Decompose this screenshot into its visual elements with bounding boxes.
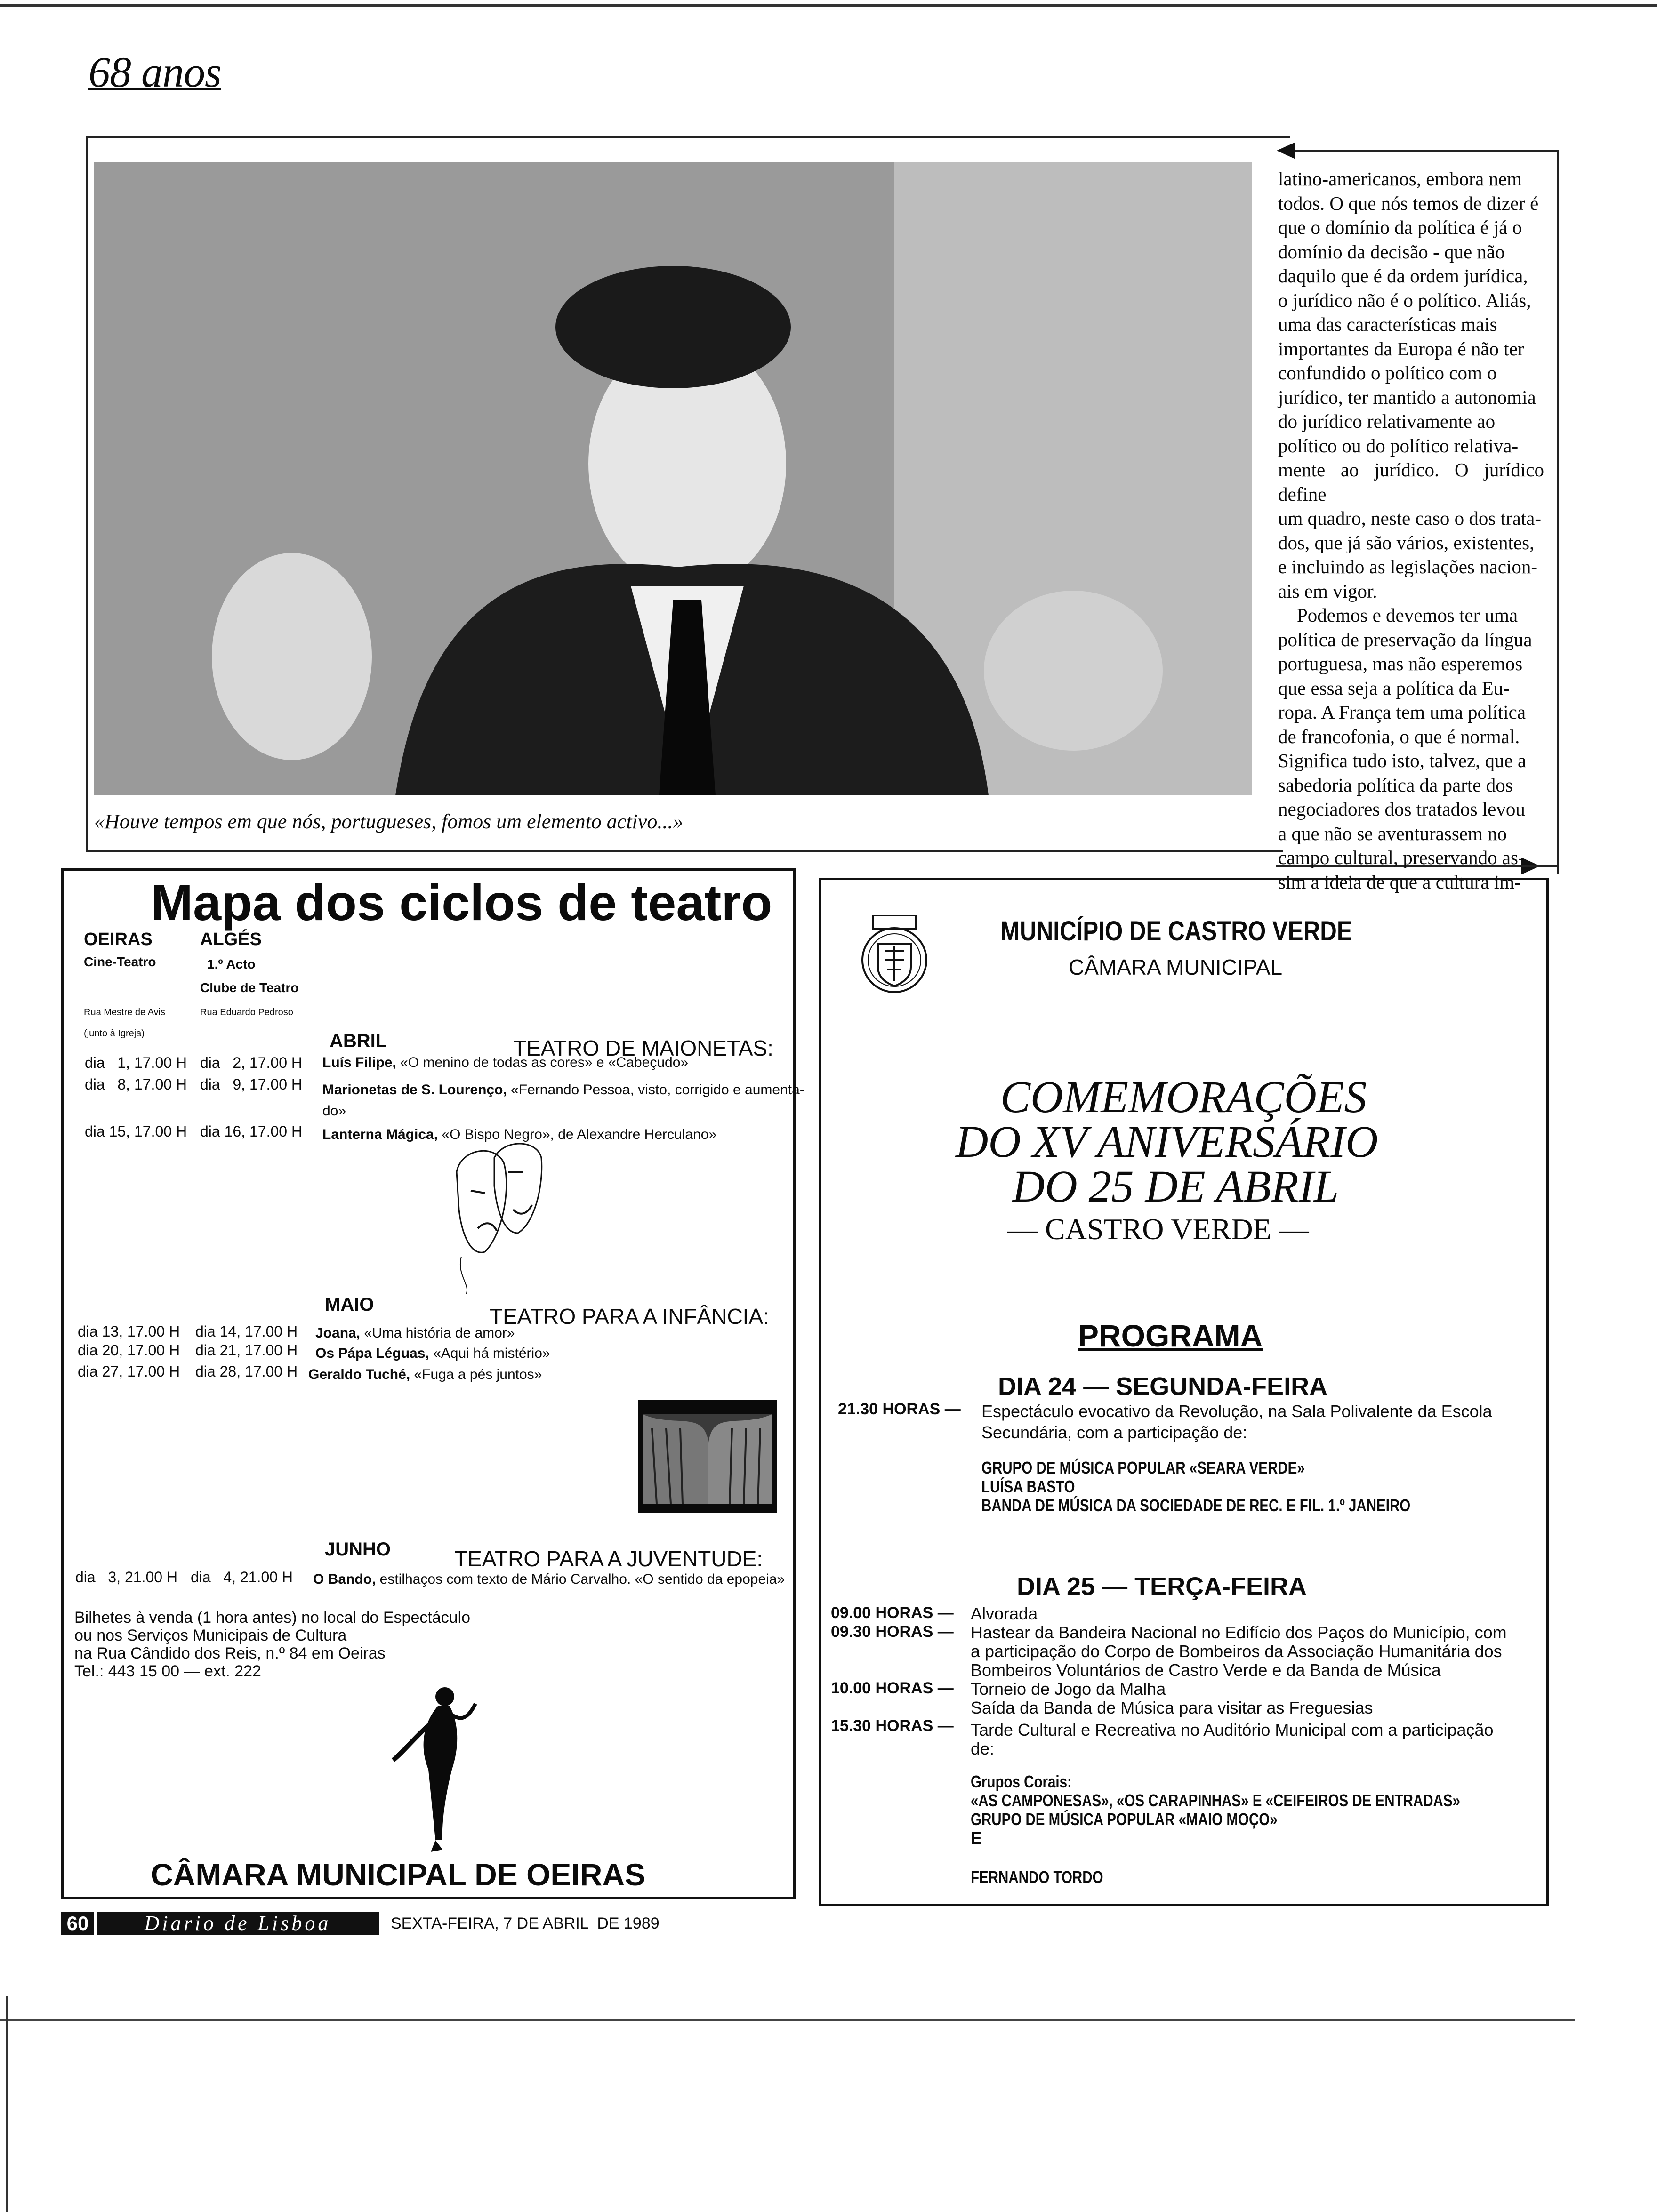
day25-line-6-text: Saída da Banda de Música para visitar as Freguesias — [971, 1698, 1373, 1717]
venue-alges-name: ALGÉS — [200, 930, 262, 949]
junho-row-1-desc: estilhaços com texto de Mário Carvalho. «O sentido da epopeia» — [376, 1571, 785, 1587]
article-line: confundido o político com o — [1278, 362, 1497, 384]
day24-group-1: GRUPO DE MÚSICA POPULAR «SEARA VERDE» — [981, 1458, 1305, 1477]
stage-curtain-illustration — [638, 1400, 777, 1513]
junho-row-1-name: O Bando, — [313, 1571, 376, 1587]
maio-genre: TEATRO PARA A INFÂNCIA: — [490, 1304, 769, 1329]
article-line: importantes da Europa é não ter — [1278, 337, 1524, 360]
dancer-illustration — [391, 1685, 494, 1854]
tickets-line-4: Tel.: 443 15 00 — ext. 222 — [74, 1662, 261, 1680]
maio-row-2 — [315, 1344, 550, 1363]
bottom-edge-line — [0, 2019, 1575, 2021]
day25-line-2-time: 09.30 HORAS — — [831, 1623, 954, 1641]
maio-row-2-d2: dia 21, 17.00 H — [195, 1342, 298, 1359]
article-line: de francofonia, o que é normal. — [1278, 725, 1520, 747]
article-line: portuguesa, mas não esperemos — [1278, 653, 1523, 674]
article-line: campo cultural, preservando as- — [1278, 847, 1525, 868]
abril-row-2-d2: dia 9, 17.00 H — [200, 1076, 303, 1093]
venue-oeiras-sub: Cine-Teatro — [84, 954, 156, 969]
day25-line-1-time: 09.00 HORAS — — [831, 1604, 954, 1622]
article-line: ropa. A França tem uma política — [1278, 701, 1526, 723]
chamber-name: CÂMARA MUNICIPAL — [1069, 955, 1283, 979]
junho-row-1-d1: dia 3, 21.00 H — [75, 1569, 178, 1586]
article-line: um quadro, neste caso o dos trata- — [1278, 507, 1542, 529]
article-line: jurídico, ter mantido a autonomia — [1278, 386, 1536, 408]
article-line: uma das características mais — [1278, 313, 1497, 335]
abril-row-2-name: Marionetas de S. Lourenço, — [322, 1082, 507, 1098]
abril-month: ABRIL — [330, 1031, 387, 1051]
abril-row-4-d1: dia 15, 17.00 H — [85, 1123, 187, 1140]
article-line: sim a ideia de que a cultura im- — [1278, 871, 1521, 893]
article-line: dos, que já são vários, existentes, — [1278, 531, 1535, 553]
venue-alges-addr1: Rua Eduardo Pedroso — [200, 1007, 293, 1018]
abril-row-1-name: Luís Filipe, — [322, 1055, 396, 1070]
top-edge-line — [0, 4, 1657, 7]
maio-row-1-name: Joana, — [315, 1325, 361, 1341]
portrait-photo — [94, 162, 1252, 795]
article-line: latino-americanos, embora nem — [1278, 168, 1522, 190]
maio-row-3-desc: «Fuga a pés juntos» — [410, 1367, 542, 1382]
junho-row-1-d2: dia 4, 21.00 H — [191, 1569, 293, 1586]
newspaper-masthead: Diario de Lisboa — [97, 1912, 379, 1935]
tickets-line-1: Bilhetes à venda (1 hora antes) no local do Espectáculo — [74, 1609, 471, 1627]
article-line: do jurídico relativamente ao — [1278, 410, 1496, 432]
photo-caption: «Houve tempos em que nós, portugueses, fomos um elemento activo...» — [94, 810, 684, 833]
article-line: que o domínio da política é já o — [1278, 216, 1522, 238]
mask-left — [457, 1151, 507, 1252]
day24-group-2: LUÍSA BASTO — [981, 1477, 1075, 1496]
maio-row-2-desc: «Aqui há mistério» — [429, 1346, 550, 1361]
day25-line-7-text: Tarde Cultural e Recreativa no Auditório Municipal com a participação — [971, 1720, 1494, 1739]
tickets-line-2: ou nos Serviços Municipais de Cultura — [74, 1627, 347, 1644]
article-line: Significa tudo isto, talvez, que a — [1278, 750, 1527, 771]
venue-oeiras-addr1: Rua Mestre de Avis — [84, 1007, 166, 1018]
article-line: Podemos e devemos ter uma — [1297, 604, 1518, 626]
maio-row-2-name: Os Pápa Léguas, — [315, 1346, 429, 1361]
venue-oeiras-addr2: (junto à Igreja) — [84, 1028, 145, 1039]
article-line: negociadores dos tratados levou — [1278, 798, 1525, 820]
day25-line-3-text: a participação do Corpo de Bombeiros da Associação Humanitária dos — [971, 1642, 1502, 1661]
abril-row-1-d2: dia 2, 17.00 H — [200, 1054, 303, 1071]
day25-line-4-text: Bombeiros Voluntários de Castro Verde e da Banda de Música — [971, 1660, 1441, 1680]
junho-month: JUNHO — [325, 1539, 391, 1560]
day24-desc-2: Secundária, com a participação de: — [981, 1423, 1247, 1442]
article-line: e incluindo as legislações nacion- — [1278, 556, 1538, 577]
article-line: todos. O que nós temos de dizer é — [1278, 192, 1539, 214]
abril-row-2-d1: dia 8, 17.00 H — [85, 1076, 187, 1093]
article-frame-right — [1557, 150, 1559, 874]
arrow-left-icon — [1277, 142, 1295, 159]
day25-group-1: Grupos Corais: — [971, 1772, 1072, 1791]
left-edge-line — [6, 1996, 8, 2212]
day25-group-2: «AS CAMPONESAS», «OS CARAPINHAS» E «CEIFEIROS DE ENTRADAS» — [971, 1791, 1460, 1810]
day25-line-2-text: Hastear da Bandeira Nacional no Edifício dos Paços do Município, com — [971, 1623, 1507, 1642]
abril-row-1 — [322, 1053, 688, 1073]
mask-ribbon — [460, 1257, 467, 1294]
portrait-illustration — [94, 162, 1252, 795]
day24-title: DIA 24 — SEGUNDA-FEIRA — [998, 1372, 1328, 1401]
maio-row-1-d1: dia 13, 17.00 H — [78, 1323, 180, 1340]
oeiras-ad-title: Mapa dos ciclos de teatro — [151, 874, 772, 931]
article-line: sabedoria política da parte dos — [1278, 774, 1513, 796]
maio-row-3-d1: dia 27, 17.00 H — [78, 1363, 180, 1380]
maio-row-3-name: Geraldo Tuché, — [308, 1367, 410, 1382]
headline-line-1: COMEMORAÇÕES — [1000, 1072, 1367, 1122]
article-line: que essa seja a política da Eu- — [1278, 677, 1510, 699]
abril-row-2-desc: «Fernando Pessoa, visto, corrigido e aumenta- — [507, 1082, 804, 1098]
article-line: a que não se aventurassem no — [1278, 822, 1507, 844]
day25-group-3: GRUPO DE MÚSICA POPULAR «MAIO MOÇO» — [971, 1810, 1278, 1829]
oeiras-footer: CÂMARA MUNICIPAL DE OEIRAS — [151, 1857, 646, 1892]
headline-line-3: DO 25 DE ABRIL — [1012, 1161, 1339, 1211]
maio-row-3-d2: dia 28, 17.00 H — [195, 1363, 298, 1380]
issue-date: SEXTA-FEIRA, 7 DE ABRIL DE 1989 — [391, 1915, 660, 1932]
castro-verde-crest-icon — [857, 915, 932, 998]
abril-row-4-desc: «O Bispo Negro», de Alexandre Herculano» — [438, 1127, 717, 1142]
article-line: o jurídico não é o político. Aliás, — [1278, 289, 1531, 311]
day24-group-3: BANDA DE MÚSICA DA SOCIEDADE DE REC. E FIL. 1.º JANEIRO — [981, 1496, 1411, 1515]
abril-row-4-d2: dia 16, 17.00 H — [200, 1123, 303, 1140]
mask-mouth — [478, 1205, 532, 1231]
article-frame-right-top — [1290, 150, 1558, 152]
day24-desc-1: Espectáculo evocativo da Revolução, na Sala Polivalente da Escola — [981, 1402, 1492, 1421]
article-frame-bottom — [87, 850, 1283, 852]
day25-line-8-text: de: — [971, 1739, 995, 1758]
day25-group-5: FERNANDO TORDO — [971, 1867, 1103, 1887]
abril-row-2 — [322, 1080, 804, 1100]
headline-line-2: DO XV ANIVERSÁRIO — [956, 1116, 1378, 1167]
article-frame-top — [87, 136, 1290, 138]
tickets-line-3: na Rua Cândido dos Reis, n.º 84 em Oeiras — [74, 1644, 386, 1662]
day24-time: 21.30 HORAS — — [838, 1400, 961, 1418]
article-line: domínio da decisão - que não — [1278, 240, 1505, 263]
maio-row-1 — [315, 1323, 515, 1343]
venue-oeiras-name: OEIRAS — [84, 930, 153, 949]
day25-line-5-time: 10.00 HORAS — — [831, 1679, 954, 1697]
junho-genre: TEATRO PARA A JUVENTUDE: — [454, 1547, 763, 1571]
maio-row-3 — [308, 1365, 542, 1385]
venue-alges-sub1: 1.º Acto — [207, 957, 256, 971]
article-line: mente ao jurídico. O jurídico define — [1278, 459, 1544, 505]
day25-title: DIA 25 — TERÇA-FEIRA — [1017, 1572, 1307, 1601]
headline-line-4: — CASTRO VERDE — — [1007, 1212, 1309, 1246]
maio-row-1-d2: dia 14, 17.00 H — [195, 1323, 298, 1340]
article-frame-left — [86, 136, 88, 852]
abril-row-3-desc: do» — [322, 1103, 346, 1119]
theatre-masks-illustration — [452, 1139, 546, 1294]
maio-month: MAIO — [325, 1294, 374, 1315]
abril-row-1-desc: «O menino de todas as cores» e «Cabeçudo» — [396, 1055, 689, 1070]
section-title: 68 anos — [88, 48, 221, 96]
article-line: daquilo que é da ordem jurídica, — [1278, 265, 1528, 287]
maio-row-2-d1: dia 20, 17.00 H — [78, 1342, 180, 1359]
day25-line-1-text: Alvorada — [971, 1604, 1038, 1623]
maio-row-1-desc: «Uma história de amor» — [360, 1325, 515, 1341]
page-number: 60 — [61, 1912, 94, 1935]
municipality-name: MUNICÍPIO DE CASTRO VERDE — [1000, 916, 1352, 946]
abril-row-1-d1: dia 1, 17.00 H — [85, 1054, 187, 1071]
junho-row-1 — [313, 1570, 785, 1589]
article-line: política de preservação da língua — [1278, 628, 1532, 650]
day25-group-4: E — [971, 1828, 982, 1848]
article-column — [1278, 167, 1544, 894]
day25-line-5-text: Torneio de Jogo da Malha — [971, 1679, 1166, 1699]
article-line: ais em vigor. — [1278, 580, 1377, 602]
article-line: político ou do político relativa- — [1278, 434, 1519, 457]
program-title: PROGRAMA — [1078, 1318, 1263, 1353]
abril-row-4-name: Lanterna Mágica, — [322, 1127, 438, 1142]
day25-line-7-time: 15.30 HORAS — — [831, 1717, 954, 1735]
abril-genre: TEATRO DE MAIONETAS: — [513, 1036, 773, 1060]
mask-eye — [471, 1172, 523, 1193]
venue-alges-sub2: Clube de Teatro — [200, 980, 299, 995]
